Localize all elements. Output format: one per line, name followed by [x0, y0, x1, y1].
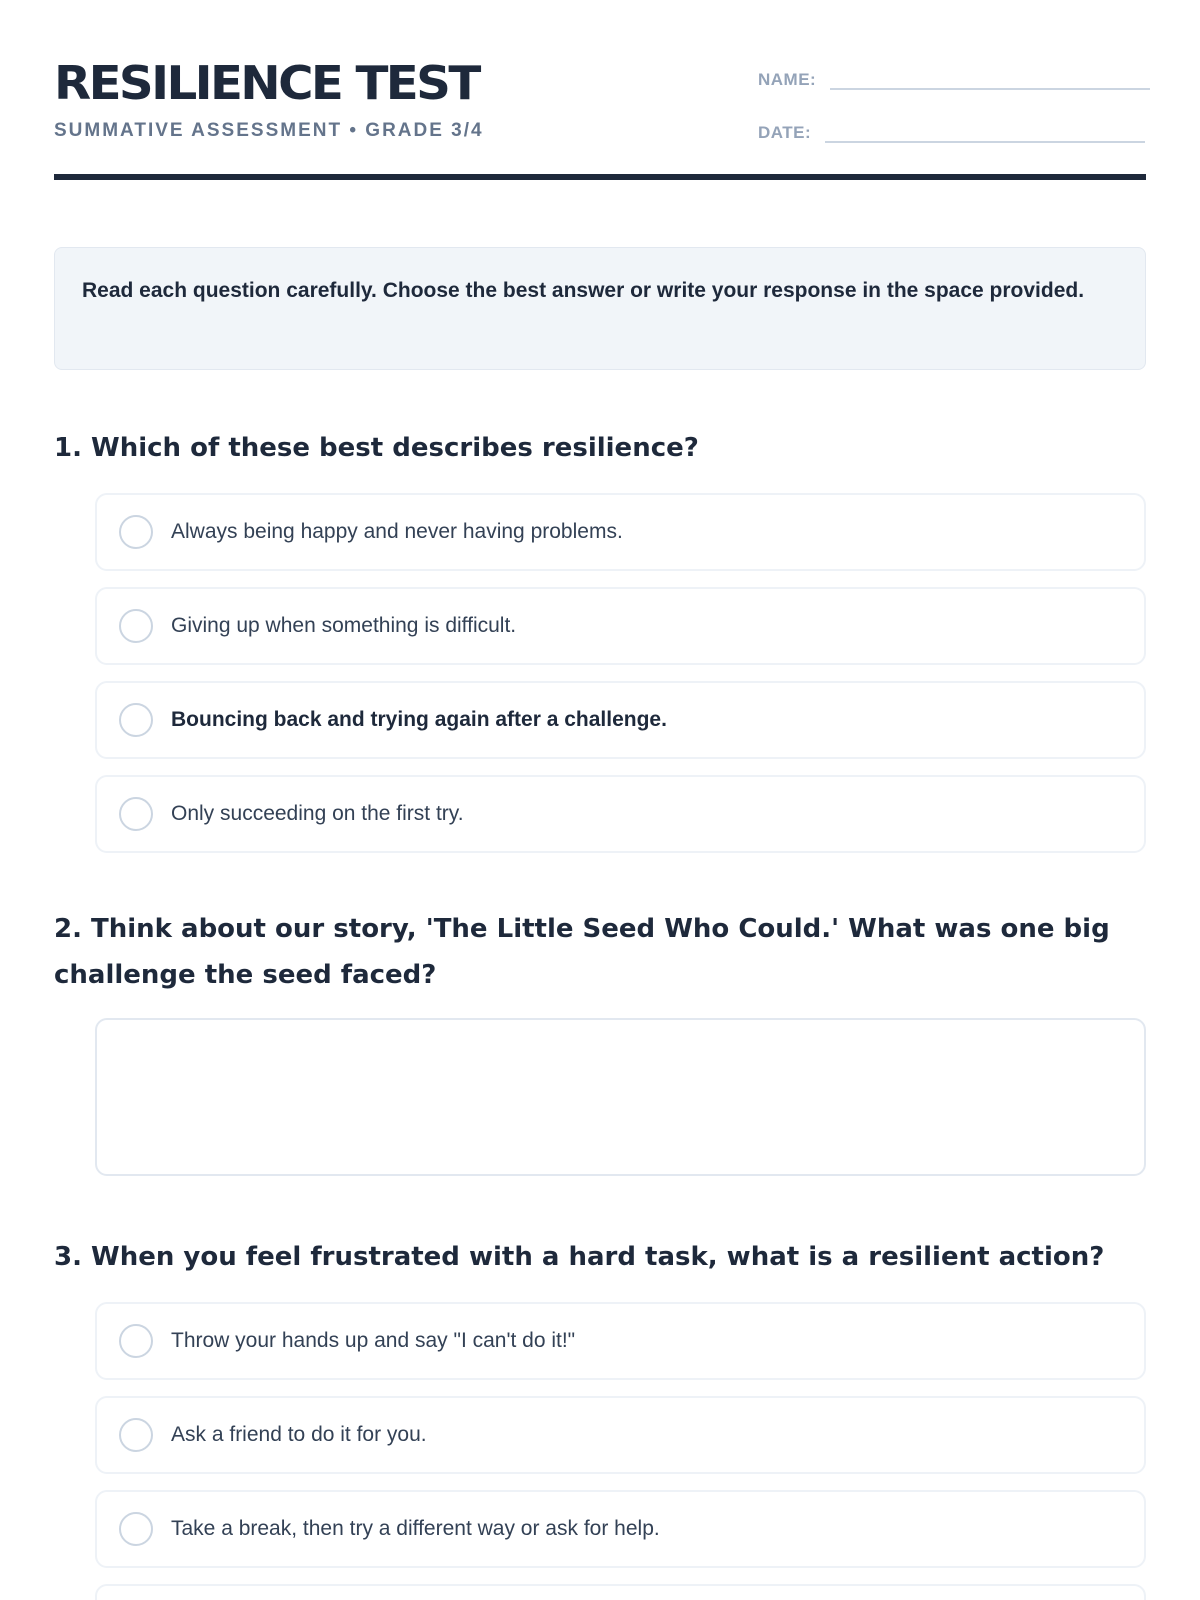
- option-label: Giving up when something is difficult.: [171, 614, 517, 637]
- radio-button[interactable]: [119, 1512, 153, 1546]
- radio-button[interactable]: [119, 515, 153, 549]
- radio-button[interactable]: [119, 1418, 153, 1452]
- name-field[interactable]: [830, 64, 1150, 90]
- q3-option-c[interactable]: [95, 1490, 1146, 1568]
- q1-option-c[interactable]: [95, 681, 1146, 759]
- q2-answer-field[interactable]: [95, 1018, 1146, 1176]
- date-label: DATE:: [758, 123, 812, 142]
- date-field-row: [758, 117, 1145, 143]
- question-2-title: 2. Think about our story, 'The Little Seed Who Could.' What was one big challenge the seed faced?: [54, 914, 1110, 990]
- question-1-title: 1. Which of these best describes resilience?: [54, 433, 699, 463]
- worksheet-header: [54, 56, 1146, 182]
- option-label: Take a break, then try a different way or ask for help.: [171, 1517, 660, 1540]
- instructions-box: Read each question carefully. Choose the best answer or write your response in the space provided.: [54, 247, 1146, 370]
- option-label: Always being happy and never having problems.: [171, 520, 623, 543]
- q1-option-b[interactable]: [95, 587, 1146, 665]
- option-label: Ask a friend to do it for you.: [171, 1423, 427, 1446]
- radio-button[interactable]: [119, 1324, 153, 1358]
- name-label: NAME:: [758, 70, 817, 89]
- header-divider: [54, 174, 1146, 180]
- radio-button[interactable]: [119, 797, 153, 831]
- page-title: RESILIENCE TEST: [54, 56, 479, 110]
- date-field[interactable]: [825, 117, 1145, 143]
- q1-option-a[interactable]: [95, 493, 1146, 571]
- radio-button[interactable]: [119, 609, 153, 643]
- radio-button[interactable]: [119, 703, 153, 737]
- option-label: Throw your hands up and say "I can't do it!": [171, 1329, 576, 1352]
- q3-option-d[interactable]: [95, 1584, 1146, 1600]
- name-field-row: [758, 64, 1150, 90]
- q3-option-a[interactable]: [95, 1302, 1146, 1380]
- option-label: Bouncing back and trying again after a challenge.: [171, 708, 667, 731]
- question-3-title: 3. When you feel frustrated with a hard task, what is a resilient action?: [54, 1242, 1105, 1272]
- page-subtitle: SUMMATIVE ASSESSMENT • GRADE 3/4: [54, 120, 484, 141]
- q3-option-b[interactable]: [95, 1396, 1146, 1474]
- option-label: Only succeeding on the first try.: [171, 802, 464, 825]
- q1-option-d[interactable]: [95, 775, 1146, 853]
